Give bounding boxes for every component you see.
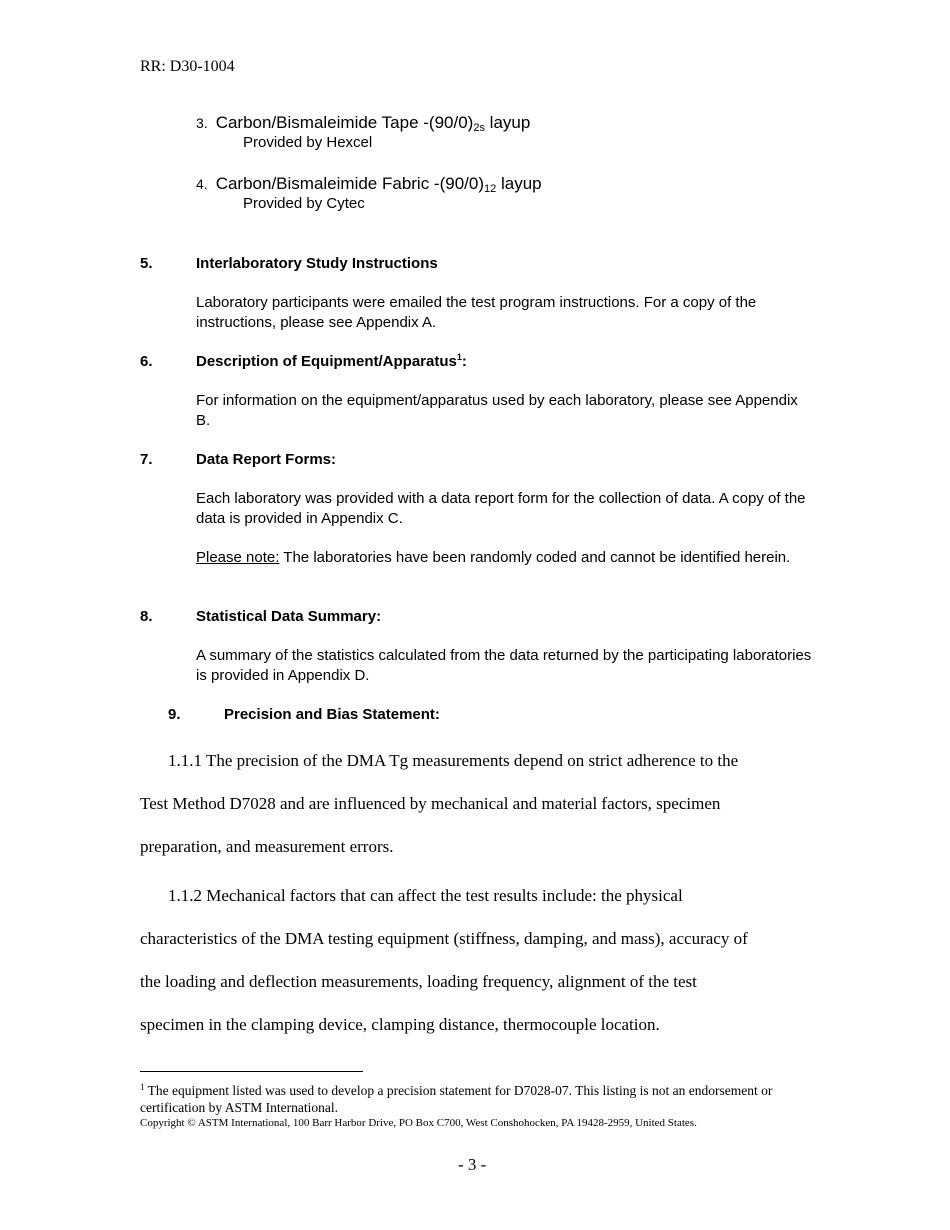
- footnote-separator: [140, 1071, 363, 1072]
- section-9-title: Precision and Bias Statement:: [224, 706, 440, 723]
- body-paragraph-1-line-3: preparation, and measurement errors.: [140, 837, 394, 856]
- section-8-title: Statistical Data Summary:: [196, 608, 382, 625]
- section-8-number: 8.: [140, 608, 153, 625]
- body-paragraph-2-line-4: specimen in the clamping device, clamping distance, thermocouple location.: [140, 1015, 660, 1034]
- body-paragraph-1-line-1: 1.1.1 The precision of the DMA Tg measurements depend on strict adherence to the: [168, 751, 739, 770]
- section-5-title: Interlaboratory Study Instructions: [196, 255, 438, 272]
- section-7-number: 7.: [140, 451, 153, 468]
- section-9-number: 9.: [168, 706, 181, 723]
- note-label: Please note:: [196, 549, 280, 566]
- material-item-3-number: 3.: [196, 115, 208, 131]
- document-id-header: RR: D30-1004: [140, 58, 235, 75]
- footnote-reference: 1: [456, 352, 462, 362]
- section-6-text: For information on the equipment/apparatus used by each laboratory, please see Appendix B.: [196, 392, 798, 429]
- footnote-text: $^1$ The equipment listed was used to develop a precision statement for D7028-07. This listing is not an endorsement or certification by ASTM International.: [140, 1082, 773, 1115]
- material-item-4-title: 4. Carbon/Bismaleimide Fabric $-(90/0)_{12}$ layup: [196, 174, 542, 195]
- copyright-notice: Copyright © ASTM International, 100 Barr Harbor Drive, PO Box C700, West Conshohocken, PA 19428-2959, United States.: [140, 1117, 697, 1129]
- material-item-3-provider: Provided by Hexcel: [243, 134, 373, 151]
- section-7-title: Data Report Forms:: [196, 451, 337, 468]
- body-paragraph-1-line-2: Test Method D7028 and are influenced by mechanical and material factors, specimen: [140, 794, 721, 813]
- section-6-title: Description of Equipment/Apparatus$^1$:: [196, 352, 467, 370]
- section-5-text: Laboratory participants were emailed the test program instructions. For a copy of the instructions, please see Appendix A.: [196, 294, 757, 331]
- section-7-text: Each laboratory was provided with a data report form for the collection of data. A copy of the data is provided in Appendix C.: [196, 490, 806, 527]
- footnote-mark: 1: [140, 1082, 145, 1092]
- body-paragraph-2-line-1: 1.1.2 Mechanical factors that can affect the test results include: the physical: [168, 886, 683, 905]
- section-7-note: Please note: The laboratories have been randomly coded and cannot be identified herein.: [196, 549, 791, 566]
- body-paragraph-2-line-3: the loading and deflection measurements, loading frequency, alignment of the test: [140, 972, 697, 991]
- material-item-3-title: 3. Carbon/Bismaleimide Tape $-(90/0)_{2s}$ layup: [196, 113, 531, 134]
- section-5-number: 5.: [140, 255, 153, 272]
- body-paragraph-2-line-2: characteristics of the DMA testing equipment (stiffness, damping, and mass), accuracy of: [140, 929, 748, 948]
- section-6-number: 6.: [140, 353, 153, 370]
- material-item-4-number: 4.: [196, 176, 208, 192]
- material-item-4-provider: Provided by Cytec: [243, 195, 365, 212]
- section-8-text: A summary of the statistics calculated from the data returned by the participating laboratories is provided in Appendix D.: [196, 647, 812, 684]
- page-number: - 3 -: [458, 1155, 487, 1174]
